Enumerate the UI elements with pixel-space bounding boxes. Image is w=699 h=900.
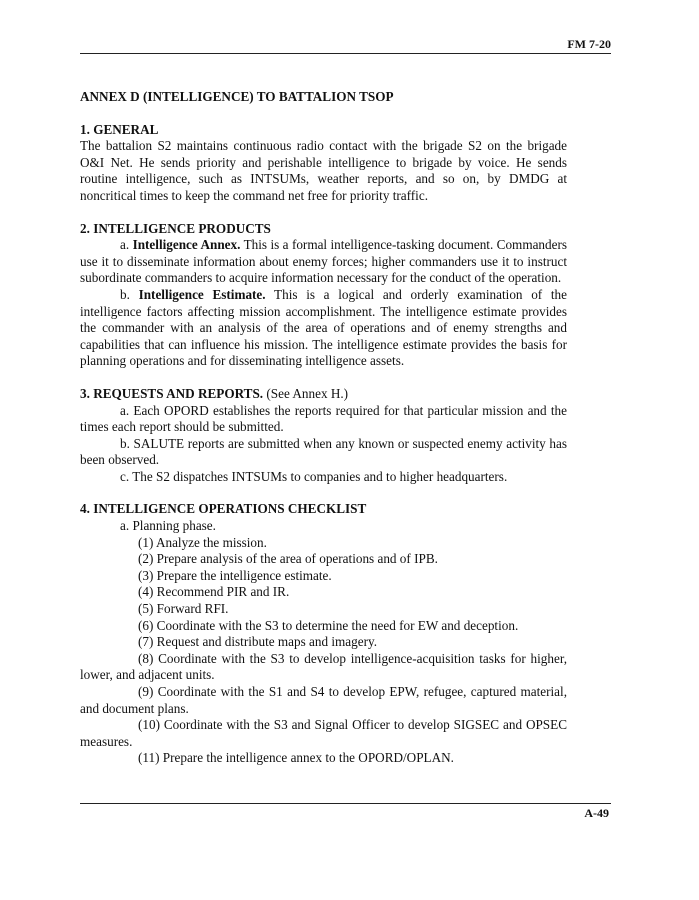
checklist-item: (8) Coordinate with the S3 to develop intelligence-acquisition tasks for higher, lower, and adjacent units. <box>80 650 567 683</box>
products-para-a <box>80 237 567 287</box>
requests-heading-note: (See Annex H.) <box>263 385 349 401</box>
products-para-b <box>80 287 567 370</box>
general-paragraph: The battalion S2 maintains continuous radio contact with the brigade S2 on the brigade O&I Net. He sends priority and perishable intelligence to brigade by voice. He sends routine intelligence, such as INTSUMs, weather reports, and so on, by DMDG at noncritical times to keep the command net free for priority traffic. <box>80 138 567 203</box>
checklist-item: (5) Forward RFI. <box>138 601 229 617</box>
footer-page-number: A-49 <box>584 806 609 820</box>
checklist-item: (9) Coordinate with the S1 and S4 to develop EPW, refugee, captured material, and document plans. <box>80 684 567 716</box>
products-b-label: b. <box>120 286 139 302</box>
header-doc-id: FM 7-20 <box>567 37 611 51</box>
checklist-item: (2) Prepare analysis of the area of operations and of IPB. <box>138 551 438 567</box>
checklist-heading: 4. INTELLIGENCE OPERATIONS CHECKLIST <box>80 501 367 517</box>
checklist-item: (10) Coordinate with the S3 and Signal Officer to develop SIGSEC and OPSEC measures. <box>80 717 567 749</box>
requests-para-c: c. The S2 dispatches INTSUMs to companies and to higher headquarters. <box>120 468 508 484</box>
footer-rule <box>80 803 611 804</box>
header-rule <box>80 53 611 54</box>
checklist-item: (4) Recommend PIR and IR. <box>138 584 290 600</box>
requests-para-b: b. SALUTE reports are submitted when any known or suspected enemy activity has been observed. <box>80 435 567 468</box>
general-heading: 1. GENERAL <box>80 121 159 137</box>
requests-para-a: a. Each OPORD establishes the reports required for that particular mission and the times each report should be submitted. <box>80 402 567 435</box>
requests-heading: 3. REQUESTS AND REPORTS. <box>80 385 264 401</box>
checklist-item: (1) Analyze the mission. <box>138 534 267 550</box>
checklist-item: (11) Prepare the intelligence annex to the OPORD/OPLAN. <box>138 750 454 766</box>
document-body <box>80 89 567 767</box>
products-heading: 2. INTELLIGENCE PRODUCTS <box>80 220 271 236</box>
annex-title: ANNEX D (INTELLIGENCE) TO BATTALION TSOP <box>80 89 394 104</box>
products-b-text: This is a logical and orderly examination of the intelligence factors affecting mission accomplishment. The intelligence estimate provides the commander with an analysis of the area of operations and of enemy strengths and capabilities that can influence his mission. The intelligence estimate provides the basis for planning operations and for disseminating intelligence assets. <box>80 286 568 369</box>
products-a-label: a. <box>120 237 133 253</box>
products-a-text: This is a formal intelligence-tasking document. Commanders use it to disseminate information about enemy forces; higher commanders use it to instruct subordinate commanders to acquire information necessary for the conduct of the operation. <box>80 237 567 286</box>
products-a-term: Intelligence Annex. <box>132 237 241 253</box>
checklist-item: (6) Coordinate with the S3 to determine the need for EW and deception. <box>138 617 519 633</box>
requests-heading-line <box>80 386 567 403</box>
checklist-item: (3) Prepare the intelligence estimate. <box>138 567 332 583</box>
checklist-phase: a. Planning phase. <box>120 518 216 534</box>
checklist-item: (7) Request and distribute maps and imagery. <box>138 634 378 650</box>
products-b-term: Intelligence Estimate. <box>138 286 266 302</box>
